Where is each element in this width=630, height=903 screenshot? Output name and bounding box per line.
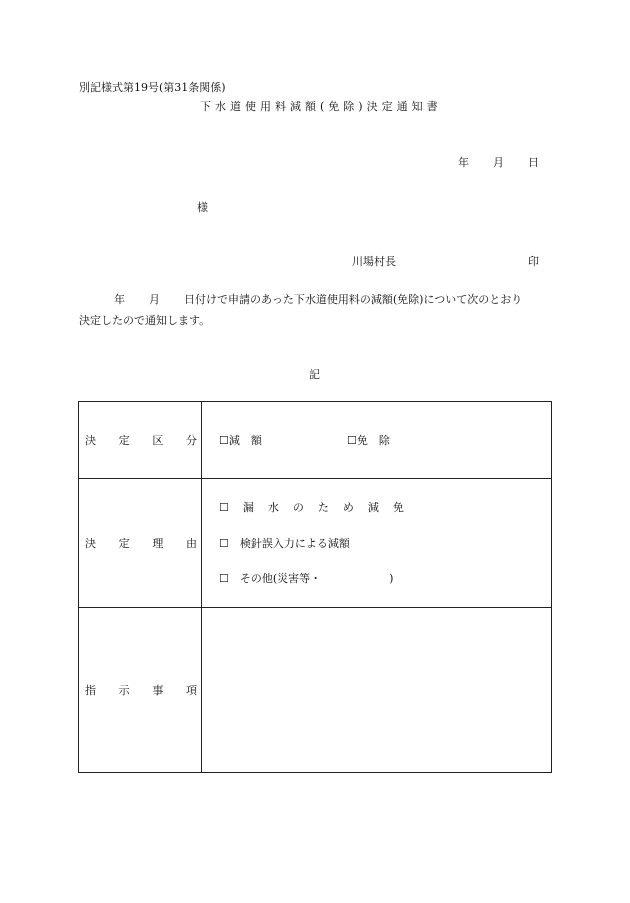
label-char: 指: [85, 684, 96, 697]
date-year-label: 年: [458, 156, 469, 169]
checkbox-other[interactable]: [219, 573, 393, 584]
decision-table: [78, 401, 552, 773]
checkbox-meter-error[interactable]: ☐ 検針誤入力による減額: [219, 537, 350, 550]
seal-mark: 印: [528, 255, 539, 268]
label-instructions: [85, 685, 197, 696]
date-line: [458, 157, 539, 168]
label-char: 示: [118, 684, 130, 697]
reason-char: ☐: [219, 501, 229, 514]
label-char: 理: [152, 537, 164, 550]
date-month-label: 月: [493, 156, 504, 169]
label-decision-category: [85, 435, 197, 446]
date-day-label: 日: [528, 156, 539, 169]
instructions-field[interactable]: [203, 608, 551, 772]
other-reason-text: ☐ その他(災害等・: [219, 572, 322, 585]
body-line-1-text: 日付けで申請のあった下水道使用料の減額(免除)について次のとおり: [184, 293, 523, 306]
other-reason-close: ): [389, 572, 394, 585]
label-char: 項: [185, 684, 197, 697]
body-line-2: 決定したので通知します。: [79, 314, 211, 327]
body-year-label: 年: [114, 293, 125, 306]
label-char: 定: [118, 434, 130, 447]
reason-char: た: [317, 501, 329, 514]
label-char: 定: [118, 537, 130, 550]
reason-char: の: [292, 501, 304, 514]
document-title: 下水道使用料減額(免除)決定通知書: [200, 100, 442, 113]
label-char: 区: [152, 434, 164, 447]
body-month-label: 月: [149, 293, 160, 306]
label-char: 分: [185, 434, 197, 447]
label-char: 事: [152, 684, 164, 697]
checkbox-exemption[interactable]: ☐免 除: [347, 434, 390, 447]
label-char: 決: [85, 537, 96, 550]
reason-char: 漏: [242, 501, 254, 514]
label-char: 由: [185, 537, 197, 550]
reason-char: め: [342, 501, 354, 514]
checkbox-water-leak[interactable]: [219, 502, 418, 513]
reason-char: 水: [267, 501, 279, 514]
table-column-divider: [201, 402, 202, 772]
table-row-divider: [79, 478, 551, 479]
label-decision-reason: [85, 538, 197, 549]
label-char: 決: [85, 434, 96, 447]
reason-char: 減: [367, 501, 379, 514]
form-reference: 別記様式第19号(第31条関係): [79, 81, 226, 94]
sender-name: 川場村長: [352, 255, 396, 268]
body-line-1: [114, 294, 522, 305]
ki-heading: 記: [309, 368, 320, 381]
checkbox-reduction[interactable]: ☐減 額: [219, 434, 262, 447]
reason-char: 免: [392, 501, 404, 514]
addressee-suffix: 様: [197, 201, 208, 214]
